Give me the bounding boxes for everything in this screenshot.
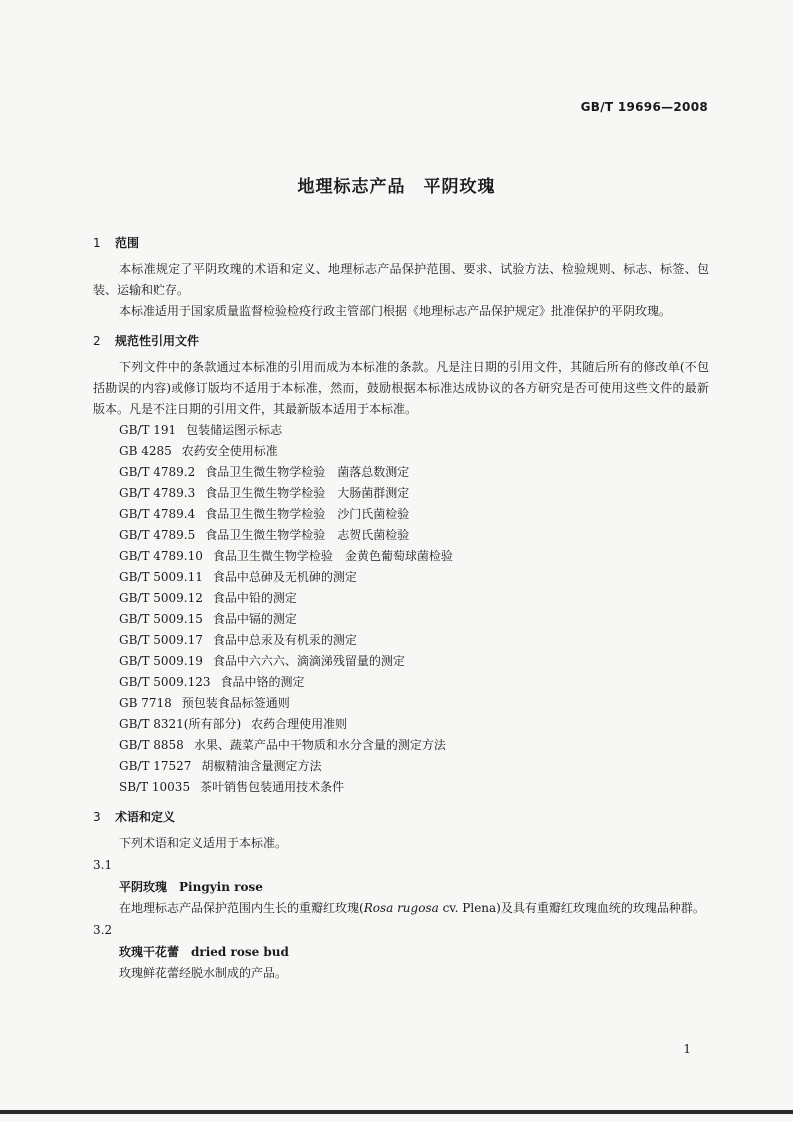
reference-item — [119, 630, 709, 651]
reference-item — [119, 567, 709, 588]
reference-title: 预包装食品标签通则 — [181, 696, 290, 710]
standard-number: GB/T 19696—2008 — [580, 100, 708, 114]
reference-code: GB/T 5009.15 — [119, 612, 203, 626]
reference-code: GB/T 5009.19 — [119, 654, 203, 668]
section-heading-normative-refs: 2 规范性引用文件 — [93, 334, 200, 348]
reference-title: 包装储运图示标志 — [186, 423, 283, 437]
reference-item — [119, 483, 709, 504]
reference-code: GB 4285 — [119, 444, 172, 458]
reference-title: 食品中铬的测定 — [220, 675, 305, 689]
reference-item — [119, 693, 709, 714]
reference-title: 食品中镉的测定 — [212, 612, 297, 626]
reference-item — [119, 462, 709, 483]
reference-code: GB/T 17527 — [119, 759, 192, 773]
scope-paragraph: 本标准适用于国家质量监督检验检疫行政主管部门根据《地理标志产品保护规定》批准保护的平阴玫瑰。 — [119, 304, 672, 318]
reference-item — [119, 525, 709, 546]
reference-code: GB/T 5009.123 — [119, 675, 211, 689]
reference-item — [119, 420, 709, 441]
reference-item — [119, 714, 709, 735]
reference-code: GB/T 8858 — [119, 738, 184, 752]
reference-code: GB/T 4789.2 — [119, 465, 196, 479]
scope-paragraph: 本标准规定了平阴玫瑰的术语和定义、地理标志产品保护范围、要求、试验方法、检验规则、标志、标签、包装、运输和贮存。 — [93, 262, 709, 297]
reference-title: 食品中总砷及无机砷的测定 — [212, 570, 357, 584]
reference-list — [93, 420, 709, 798]
reference-title: 胡椒精油含量测定方法 — [201, 759, 322, 773]
reference-code: GB/T 5009.12 — [119, 591, 203, 605]
reference-title: 食品中总汞及有机汞的测定 — [212, 633, 357, 647]
normative-refs-intro: 下列文件中的条款通过本标准的引用而成为本标准的条款。凡是注日期的引用文件，其随后所有的修改单(不包括勘误的内容)或修订版均不适用于本标准，然而，鼓励根据本标准达成协议的各方研究是否可使用这些文件的最新版本。凡是不注日期的引用文件，其最新版本适用于本标准。 — [93, 360, 709, 416]
reference-title: 食品卫生微生物学检验 志贺氏菌检验 — [205, 528, 410, 542]
term-definition: 在地理标志产品保护范围内生长的重瓣红玫瑰(Rosa rugosa cv. Plena)及具有重瓣红玫瑰血统的玫瑰品种群。 — [119, 901, 705, 915]
section-heading-scope: 1 范围 — [93, 236, 140, 250]
term-heading: 平阴玫瑰 Pingyin rose — [119, 880, 263, 894]
reference-title: 水果、蔬菜产品中干物质和水分含量的测定方法 — [193, 738, 446, 752]
reference-title: 农药合理使用准则 — [251, 717, 348, 731]
reference-item — [119, 504, 709, 525]
term-number: 3.2 — [93, 923, 113, 937]
reference-code: GB/T 4789.3 — [119, 486, 196, 500]
reference-item — [119, 735, 709, 756]
term-definition: 玫瑰鲜花蕾经脱水制成的产品。 — [119, 966, 288, 980]
reference-code: GB/T 191 — [119, 423, 177, 437]
reference-code: GB 7718 — [119, 696, 172, 710]
reference-code: GB/T 8321(所有部分) — [119, 717, 242, 731]
term-heading: 玫瑰干花蕾 dried rose bud — [119, 945, 289, 959]
reference-code: SB/T 10035 — [119, 780, 191, 794]
term-number: 3.1 — [93, 858, 113, 872]
reference-item — [119, 546, 709, 567]
document-body — [93, 232, 709, 984]
reference-title: 食品卫生微生物学检验 金黄色葡萄球菌检验 — [212, 549, 453, 563]
reference-title: 茶叶销售包装通用技术条件 — [200, 780, 345, 794]
reference-title: 农药安全使用标准 — [181, 444, 278, 458]
section-heading-terms: 3 术语和定义 — [93, 810, 176, 824]
reference-title: 食品卫生微生物学检验 沙门氏菌检验 — [205, 507, 410, 521]
reference-code: GB/T 5009.17 — [119, 633, 203, 647]
reference-code: GB/T 4789.4 — [119, 507, 196, 521]
reference-title: 食品中铅的测定 — [212, 591, 297, 605]
reference-code: GB/T 4789.5 — [119, 528, 196, 542]
reference-title: 食品卫生微生物学检验 菌落总数测定 — [205, 465, 410, 479]
reference-code: GB/T 4789.10 — [119, 549, 203, 563]
reference-item — [119, 588, 709, 609]
terms-intro: 下列术语和定义适用于本标准。 — [119, 836, 288, 850]
reference-item — [119, 672, 709, 693]
reference-title: 食品卫生微生物学检验 大肠菌群测定 — [205, 486, 410, 500]
reference-item — [119, 756, 709, 777]
reference-item — [119, 777, 709, 798]
reference-item — [119, 441, 709, 462]
reference-item — [119, 609, 709, 630]
page-edge-shadow — [0, 1110, 793, 1114]
reference-title: 食品中六六六、滴滴涕残留量的测定 — [212, 654, 405, 668]
reference-item — [119, 651, 709, 672]
document-title: 地理标志产品 平阴玫瑰 — [297, 177, 496, 197]
reference-code: GB/T 5009.11 — [119, 570, 203, 584]
page-number: 1 — [683, 1042, 691, 1056]
